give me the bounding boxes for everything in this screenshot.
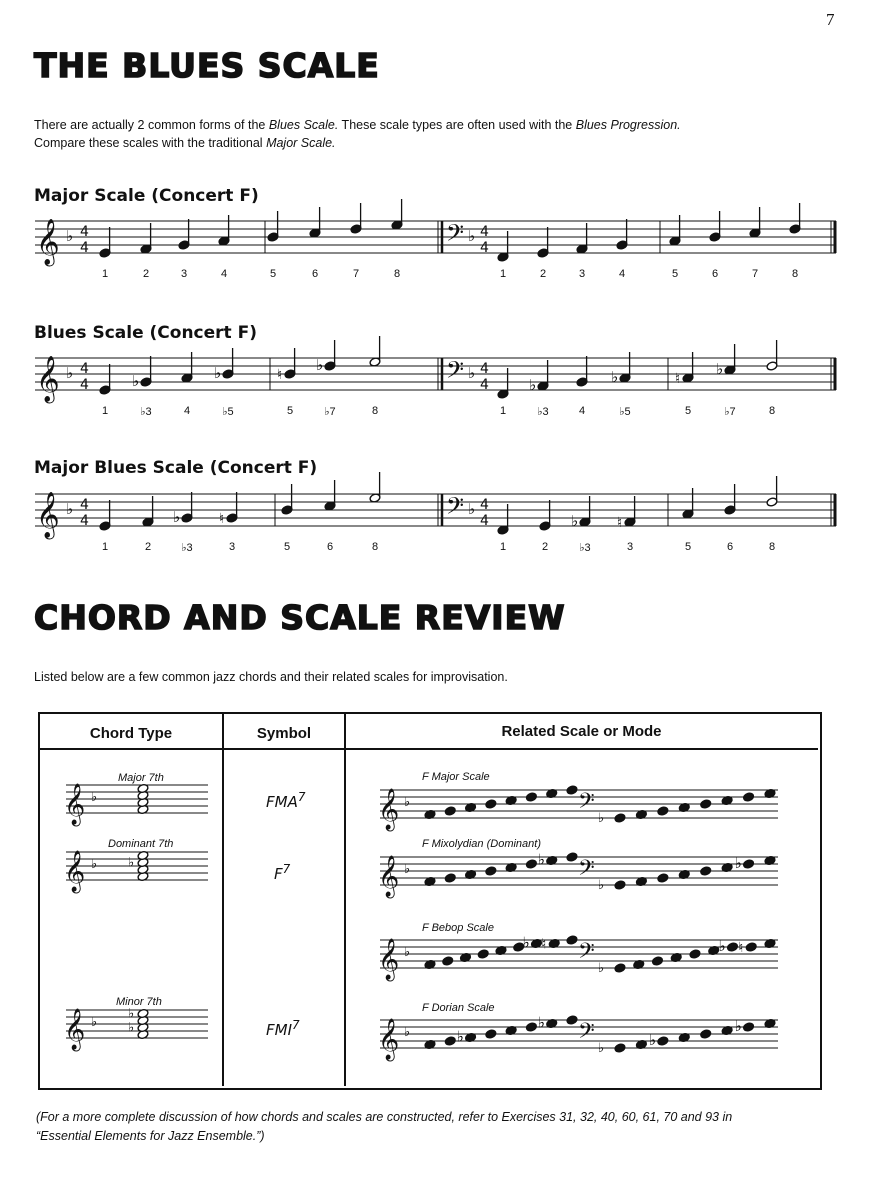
scale-label-bebop: F Bebop Scale (422, 922, 494, 934)
bass-clef: 𝄢 (578, 856, 595, 886)
scale-title-major-blues: Major Blues Scale (Concert F) (34, 458, 318, 478)
scale-note (566, 785, 578, 795)
scale-degree: 3 (180, 268, 188, 280)
scale-note (689, 949, 701, 959)
scale-note (525, 859, 537, 869)
key-flat: ♭ (91, 790, 98, 805)
scale-degree: 1 (499, 541, 507, 553)
scale-note (485, 866, 497, 876)
intro-run: Blues Scale. (268, 118, 339, 132)
time-sig-bottom: 4 (80, 240, 89, 256)
scale-degree: 1 (101, 405, 109, 417)
symbol-fmi7: FMI$^7$ (266, 1018, 300, 1039)
time-sig-bottom: 4 (80, 377, 89, 393)
natural-sign: ♮ (675, 371, 681, 387)
scale-degree: 8 (791, 268, 799, 280)
scale-degree: 8 (768, 541, 776, 553)
time-sig-top: 4 (80, 361, 89, 377)
scale-degree: 5 (684, 405, 692, 417)
treble-clef: 𝄞 (378, 939, 400, 980)
footer-note (36, 1108, 732, 1146)
scale-degree: 8 (371, 405, 379, 417)
flat-sign: ♭ (716, 360, 724, 378)
key-flat: ♭ (598, 878, 605, 893)
intro-run: Blues Progression. (575, 118, 681, 132)
chord-staff (66, 785, 208, 813)
natural-sign: ♮ (738, 940, 744, 956)
key-flat: ♭ (404, 1025, 411, 1040)
scale-degree: ♭3 (579, 542, 591, 554)
scale-degree: 1 (499, 405, 507, 417)
scale-note (523, 934, 543, 952)
treble-clef: 𝄞 (36, 219, 60, 265)
scale-note (700, 1029, 712, 1039)
bass-clef: 𝄢 (578, 1019, 595, 1049)
flat-sign: ♭ (522, 933, 530, 952)
key-flat: ♭ (404, 945, 411, 960)
scale-note (525, 1022, 537, 1032)
scale-degree: 3 (578, 268, 586, 280)
scale-note (525, 792, 537, 802)
scale-degree: 5 (269, 268, 277, 280)
scale-note (566, 852, 578, 862)
flat-sign: ♭ (128, 1020, 135, 1036)
time-sig-bottom: 4 (80, 513, 89, 529)
scale-degree: 6 (711, 268, 719, 280)
flat-sign: ♭ (214, 364, 222, 382)
scale-label-mixolydian: F Mixolydian (Dominant) (422, 838, 542, 850)
time-sig-top: 4 (80, 497, 89, 513)
intro-run: Major Scale. (266, 136, 336, 150)
scale-degree: 1 (101, 541, 109, 553)
scale-degree: 4 (578, 405, 586, 417)
scale-degree: 5 (671, 268, 679, 280)
scale-note (700, 866, 712, 876)
footer-line-1: (For a more complete discussion of how chords and scales are constructed, refer to Exercises 31, 32, 40, 60, 61, 70 and 93 in (36, 1110, 733, 1124)
scale-note (614, 963, 626, 973)
key-flat: ♭ (468, 364, 476, 382)
key-flat: ♭ (66, 500, 74, 518)
treble-clef: 𝄞 (378, 1019, 400, 1060)
scale-degree: ♭5 (619, 406, 631, 418)
flat-sign: ♭ (537, 1013, 545, 1032)
flat-sign: ♭ (648, 1031, 656, 1049)
review-title: CHORD AND SCALE REVIEW (34, 598, 566, 637)
scale-degree: 2 (541, 541, 549, 553)
scale-degree: 5 (684, 541, 692, 553)
flat-sign: ♭ (734, 854, 742, 872)
natural-sign: ♮ (617, 515, 623, 531)
bass-clef: 𝄢 (578, 789, 595, 819)
scale-note (743, 792, 755, 802)
scale-note (538, 1014, 558, 1032)
scale-degree: 7 (751, 268, 759, 280)
header-chord-type: Chord Type (89, 725, 173, 742)
scale-note (444, 873, 456, 883)
time-sig-top: 4 (480, 224, 489, 240)
scale-note (457, 1028, 477, 1046)
natural-sign: ♮ (277, 367, 283, 383)
time-sig-bottom: 4 (480, 240, 489, 256)
scale-note (657, 873, 669, 883)
flat-sign: ♭ (734, 1017, 742, 1035)
treble-clef: 𝄞 (64, 851, 86, 892)
scale-degree: 5 (283, 541, 291, 553)
scale-degree: 6 (326, 541, 334, 553)
natural-sign: ♮ (219, 511, 225, 527)
flat-sign: ♭ (132, 372, 140, 390)
scale-note (541, 937, 560, 953)
scale-degree: 8 (371, 541, 379, 553)
treble-clef: 𝄞 (36, 356, 60, 402)
time-sig-bottom: 4 (480, 513, 489, 529)
time-sig-top: 4 (480, 361, 489, 377)
scale-degree: 8 (768, 405, 776, 417)
chord-staff (66, 1010, 208, 1038)
key-flat: ♭ (404, 862, 411, 877)
key-flat: ♭ (66, 227, 74, 245)
scale-degree: 3 (228, 541, 236, 553)
key-flat: ♭ (468, 227, 476, 245)
scale-degree: ♭3 (537, 406, 549, 418)
scale-degree: 4 (618, 268, 626, 280)
scale-note (657, 806, 669, 816)
scale-note (477, 949, 489, 959)
treble-clef: 𝄞 (64, 784, 86, 825)
scale-degree: 8 (393, 268, 401, 280)
header-symbol: Symbol (256, 725, 312, 742)
scale-note (652, 956, 664, 966)
scale-note (485, 1029, 497, 1039)
scale-note (614, 813, 626, 823)
natural-sign: ♮ (541, 936, 547, 953)
time-sig-bottom: 4 (480, 377, 489, 393)
scale-note (538, 851, 558, 869)
flat-sign: ♭ (173, 508, 181, 526)
key-flat: ♭ (468, 500, 476, 518)
key-flat: ♭ (598, 1041, 605, 1056)
scale-degree: ♭7 (724, 406, 736, 418)
flat-sign: ♭ (537, 850, 545, 869)
symbol-f7: $F^7$ (274, 862, 291, 883)
scale-note (485, 799, 497, 809)
chord-staff (66, 852, 208, 880)
time-sig-top: 4 (80, 224, 89, 240)
blues-scale-title: THE BLUES SCALE (34, 46, 380, 85)
flat-sign: ♭ (718, 937, 726, 955)
key-flat: ♭ (91, 857, 98, 872)
scale-note (614, 880, 626, 890)
scale-degree: 7 (352, 268, 360, 280)
key-flat: ♭ (66, 364, 74, 382)
scale-note (614, 1043, 626, 1053)
flat-sign: ♭ (529, 376, 537, 394)
scale-degree: 1 (499, 268, 507, 280)
scale-degree: 4 (220, 268, 228, 280)
scale-title-major: Major Scale (Concert F) (34, 186, 259, 206)
scale-degree: 3 (626, 541, 634, 553)
scale-degree: ♭7 (324, 406, 336, 418)
symbol-fma7: FMA$^7$ (266, 790, 306, 811)
flat-sign: ♭ (316, 356, 324, 374)
scale-degree: 2 (142, 268, 150, 280)
scale-degree: ♭3 (140, 406, 152, 418)
treble-clef: 𝄞 (378, 856, 400, 897)
treble-clef: 𝄞 (64, 1009, 86, 1050)
bass-clef: 𝄢 (446, 219, 465, 252)
bass-clef: 𝄢 (578, 939, 595, 969)
key-flat: ♭ (404, 795, 411, 810)
scale-degree: 6 (726, 541, 734, 553)
scale-note (444, 806, 456, 816)
scale-degree: 5 (286, 405, 294, 417)
footer-line-2: “Essential Elements for Jazz Ensemble.”) (36, 1129, 265, 1143)
flat-sign: ♭ (128, 855, 135, 871)
scale-degree: ♭3 (181, 542, 193, 554)
flat-sign: ♭ (128, 1006, 135, 1022)
scale-label-major: F Major Scale (422, 771, 490, 783)
scale-note (444, 1036, 456, 1046)
treble-clef: 𝄞 (36, 492, 60, 538)
intro-run: These scale types are often used with the (338, 118, 576, 132)
scale-label-dorian: F Dorian Scale (422, 1002, 495, 1014)
key-flat: ♭ (598, 811, 605, 826)
flat-sign: ♭ (456, 1027, 464, 1046)
bass-clef: 𝄢 (446, 356, 465, 389)
flat-sign: ♭ (611, 368, 619, 386)
time-sig-top: 4 (480, 497, 489, 513)
key-flat: ♭ (598, 961, 605, 976)
header-related-scale: Related Scale or Mode (501, 723, 662, 740)
chord-label-dominant7: Dominant 7th (108, 838, 174, 850)
treble-clef: 𝄞 (378, 789, 400, 830)
scale-degree: 4 (183, 405, 191, 417)
scale-degree: 1 (101, 268, 109, 280)
scale-degree: 6 (311, 268, 319, 280)
flat-sign: ♭ (571, 512, 579, 530)
intro-run: There are actually 2 common forms of the (34, 118, 269, 132)
chord-label-major7: Major 7th (118, 772, 164, 784)
bass-clef: 𝄢 (446, 492, 465, 525)
scale-degree: 2 (144, 541, 152, 553)
scale-degree: ♭5 (222, 406, 234, 418)
page-number: 7 (826, 10, 835, 29)
scale-note (566, 1015, 578, 1025)
review-intro-text: Listed below are a few common jazz chords and their related scales for improvisation. (34, 670, 508, 684)
scale-note (442, 956, 454, 966)
scale-note (700, 799, 712, 809)
scale-title-blues: Blues Scale (Concert F) (34, 323, 257, 343)
chord-label-minor7: Minor 7th (116, 996, 162, 1008)
intro-run: Compare these scales with the traditional (34, 136, 267, 150)
key-flat: ♭ (91, 1015, 98, 1030)
scale-degree: 2 (539, 268, 547, 280)
scale-note (566, 935, 578, 945)
